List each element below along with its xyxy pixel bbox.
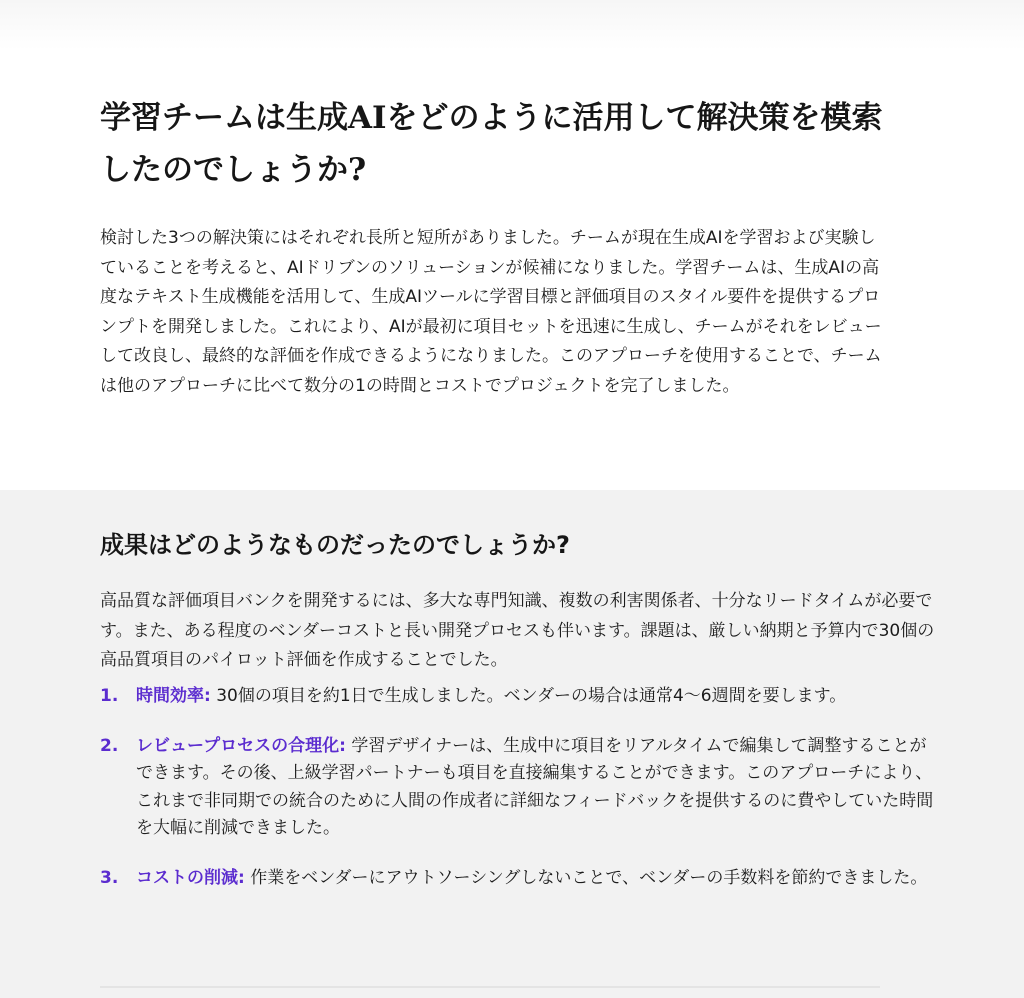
results-title: 成果はどのようなものだったのでしょうか? — [100, 531, 570, 559]
results-paragraph: 高品質な評価項目バンクを開発するには、多大な専門知識、複数の利害関係者、十分なリードタイムが必要です。また、ある程度のベンダーコストと長い開発プロセスも伴います。課題は、厳しい納期と予算内で30個の高品質項目のパイロット評価を作成することでした。 — [100, 591, 935, 670]
outcome-heading: 時間効率: — [136, 686, 211, 706]
approach-section — [0, 0, 1024, 490]
results-section — [0, 490, 1024, 998]
outcome-item-time-efficiency — [100, 683, 940, 711]
list-number: 3. — [100, 867, 119, 888]
outcome-heading: レビュープロセスの合理化: — [136, 735, 346, 756]
outcomes-list — [100, 683, 940, 914]
outcome-text: 学習デザイナーは、生成中に項目をリアルタイムで編集して調整することができます。その後、上級学習パートナーも項目を直接編集することができます。このアプローチにより、これまで非同期での統合のために人間の作成者に詳細なフィードバックを提供するのに費やしていた時間を大幅に削減できました。 — [136, 735, 934, 838]
outcome-item-cost-reduction — [100, 865, 940, 893]
intro-paragraph: 検討した3つの解決策にはそれぞれ長所と短所がありました。チームが現在生成AIを学習および実験していることを考えると、AIドリブンのソリューションが候補になりました。学習チームは、生成AIの高度なテキスト生成機能を活用して、生成AIツールに学習目標と評価項目のスタイル要件を提供するプロンプトを開発しました。これにより、AIが最初に項目セットを迅速に生成し、チームがそれをレビューして改良し、最終的な評価を作成できるようになりました。このアプローチを使用することで、チームは他のアプローチに比べて数分の1の時間とコストでプロジェクトを完了しました。 — [100, 228, 882, 396]
outcome-heading: コストの削減: — [136, 867, 245, 888]
outcome-text: 30個の項目を約1日で生成しました。ベンダーの場合は通常4〜6週間を要します。 — [210, 686, 847, 706]
list-number: 2. — [100, 735, 119, 756]
page-title: 学習チームは生成AIをどのように活用して解決策を模索したのでしょうか? — [100, 100, 883, 188]
outcome-text: 作業をベンダーにアウトソーシングしないことで、ベンダーの手数料を節約できました。 — [244, 867, 928, 888]
outcome-item-review-process — [100, 733, 940, 843]
list-number: 1. — [100, 686, 119, 706]
divider — [100, 986, 880, 988]
